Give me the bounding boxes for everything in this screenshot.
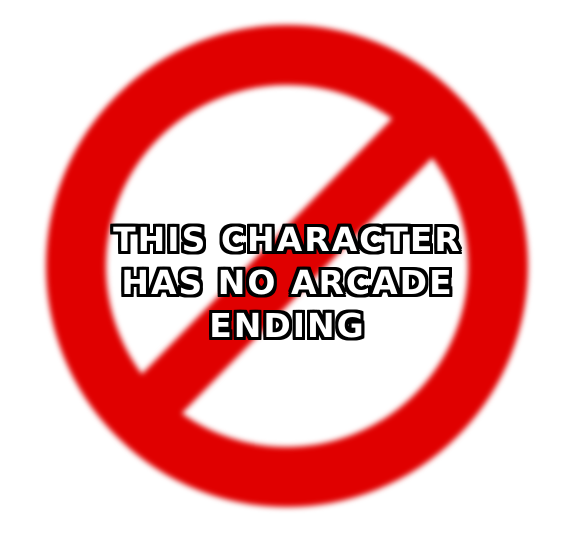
no-arcade-ending-message	[0, 218, 575, 347]
message-line-1: THIS CHARACTER	[113, 220, 462, 259]
message-line-2: HAS NO ARCADE	[121, 263, 454, 302]
message-line-3: ENDING	[209, 306, 366, 345]
